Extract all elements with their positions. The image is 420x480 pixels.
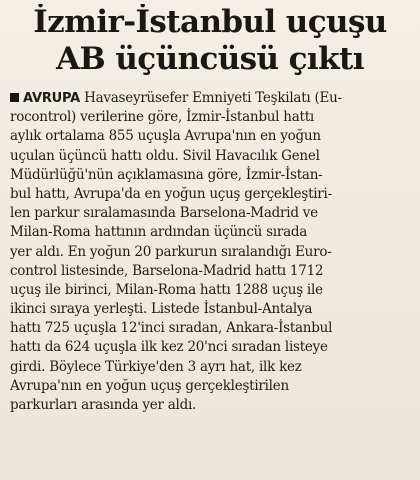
article-line: len parkur sıralamasında Barselona-Madrid ve (10, 205, 318, 222)
article-line: hattı da 624 uçuşla ilk kez 20'nci sıradan listeye (10, 339, 328, 356)
article-line: control listesinde, Barselona-Madrid hattı 1712 (10, 262, 324, 279)
headline-line-2: AB üçüncüsü çıktı (56, 41, 364, 77)
article-line: Milan-Roma hattının ardından üçüncü sırada (10, 224, 308, 241)
article-line: uçuş ile birinci, Milan-Roma hattı 1288 uçuş ile (10, 281, 323, 298)
article-body (10, 89, 410, 415)
bullet-square-icon (10, 93, 19, 102)
article-line: bul hattı, Avrupa'da en yoğun uçuş gerçekleştiri- (10, 185, 332, 202)
headline (10, 4, 410, 78)
article-line: yer aldı. En yoğun 20 parkurun sıralandığı Euro- (10, 243, 332, 260)
headline-line-1: İzmir-İstanbul uçuşu (33, 4, 387, 40)
article-line: Avrupa'nın en yoğun uçuş gerçekleştirilen (10, 377, 289, 394)
kicker: AVRUPA (23, 91, 81, 106)
article-line: ikinci sıraya yerleşti. Listede İstanbul-Antalya (10, 301, 313, 318)
article-line: girdi. Böylece Türkiye'den 3 ayrı hat, ilk kez (10, 358, 302, 375)
article-line: parkurları arasında yer aldı. (10, 397, 197, 413)
article-line: aylık ortalama 855 uçuşla Avrupa'nın en yoğun (10, 128, 321, 145)
article-line: hattı 725 uçuşla 12'inci sıradan, Ankara-İstanbul (10, 320, 333, 337)
article-line: uçulan üçüncü hattı oldu. Sivil Havacılık Genel (10, 147, 320, 164)
article-line: rocontrol) verilerine göre, İzmir-İstanbul hattı (10, 109, 314, 126)
article-line (10, 89, 410, 108)
article-line: Müdürlüğü'nün açıklamasına göre, İzmir-İstan- (10, 166, 323, 183)
article-line-text: Havaseyrüsefer Emniyeti Teşkilatı (Eu- (84, 90, 342, 106)
